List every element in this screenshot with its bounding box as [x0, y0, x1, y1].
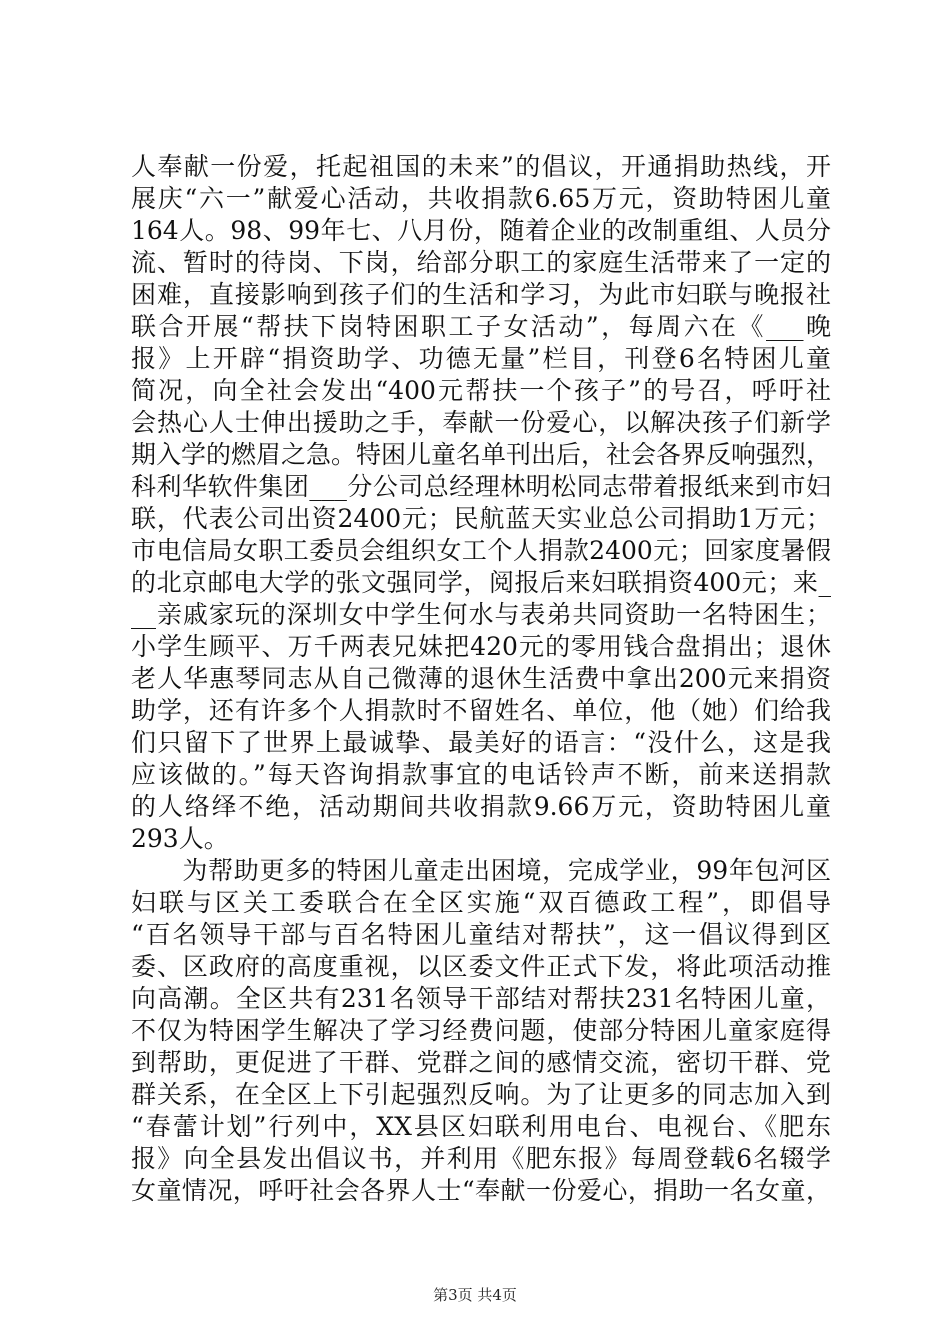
body-text: [131, 151, 831, 1207]
text-line: 人奉献一份爱，托起祖国的未来”的倡议，开通捐助热线，开: [131, 152, 831, 181]
text-line: 小学生顾平、万千两表兄妹把420元的零用钱合盘捐出；退休: [131, 632, 831, 661]
text-line: 的北京邮电大学的张文强同学，阅报后来妇联捐资400元；来_: [131, 568, 831, 597]
page-footer: 第3页 共4页: [433, 1286, 517, 1304]
text-line: 164人。98、99年七、八月份，随着企业的改制重组、人员分: [131, 216, 831, 245]
text-line: 简况，向全社会发出“400元帮扶一个孩子”的号召，呼吁社: [131, 376, 831, 405]
text-line: 助学，还有许多个人捐款时不留姓名、单位，他（她）们给我: [131, 696, 831, 725]
text-line: 会热心人士伸出援助之手，奉献一份爱心，以解决孩子们新学: [131, 408, 831, 437]
text-line: 女童情况，呼吁社会各界人士“奉献一份爱心，捐助一名女童，: [131, 1176, 831, 1205]
text-line: 困难，直接影响到孩子们的生活和学习，为此市妇联与晚报社: [131, 280, 831, 309]
text-line: __亲戚家玩的深圳女中学生何水与表弟共同资助一名特困生；: [131, 600, 831, 629]
text-line: 到帮助，更促进了干群、党群之间的感情交流，密切干群、党: [131, 1048, 831, 1077]
text-line: 老人华惠琴同志从自己微薄的退休生活费中拿出200元来捐资: [131, 664, 831, 693]
text-line: 293人。: [131, 824, 229, 853]
text-line: 联，代表公司出资2400元；民航蓝天实业总公司捐助1万元；: [131, 504, 831, 533]
text-line: 们只留下了世界上最诚挚、最美好的语言：“没什么，这是我: [131, 728, 831, 757]
text-line: 联合开展“帮扶下岗特困职工子女活动”，每周六在《___晚: [131, 312, 831, 341]
text-line: “春蕾计划”行列中，XX县区妇联利用电台、电视台、《肥东: [131, 1112, 831, 1141]
text-line: “百名领导干部与百名特困儿童结对帮扶”，这一倡议得到区: [131, 920, 831, 949]
text-line: 委、区政府的高度重视，以区委文件正式下发，将此项活动推: [131, 952, 831, 981]
text-line: 的人络绎不绝，活动期间共收捐款9.66万元，资助特困儿童: [131, 792, 831, 821]
text-line: 报》向全县发出倡议书，并利用《肥东报》每周登载6名辍学: [131, 1144, 831, 1173]
text-line: 为帮助更多的特困儿童走出困境，完成学业，99年包河区: [131, 856, 831, 885]
text-line: 应该做的。”每天咨询捐款事宜的电话铃声不断，前来送捐款: [131, 760, 831, 789]
text-line: 流、暂时的待岗、下岗，给部分职工的家庭生活带来了一定的: [131, 248, 831, 277]
text-line: 报》上开辟“捐资助学、功德无量”栏目，刊登6名特困儿童: [131, 344, 831, 373]
text-line: 展庆“六一”献爱心活动，共收捐款6.65万元，资助特困儿童: [131, 184, 831, 213]
text-line: 不仅为特困学生解决了学习经费问题，使部分特困儿童家庭得: [131, 1016, 831, 1045]
text-line: 向高潮。全区共有231名领导干部结对帮扶231名特困儿童，: [131, 984, 831, 1013]
text-line: 市电信局女职工委员会组织女工个人捐款2400元；回家度暑假: [131, 536, 831, 565]
text-line: 妇联与区关工委联合在全区实施“双百德政工程”，即倡导: [131, 888, 831, 917]
text-line: 期入学的燃眉之急。特困儿童名单刊出后，社会各界反响强烈，: [131, 440, 832, 469]
text-line: 科利华软件集团___分公司总经理林明松同志带着报纸来到市妇: [131, 472, 831, 501]
text-line: 群关系，在全区上下引起强烈反响。为了让更多的同志加入到: [131, 1080, 831, 1109]
